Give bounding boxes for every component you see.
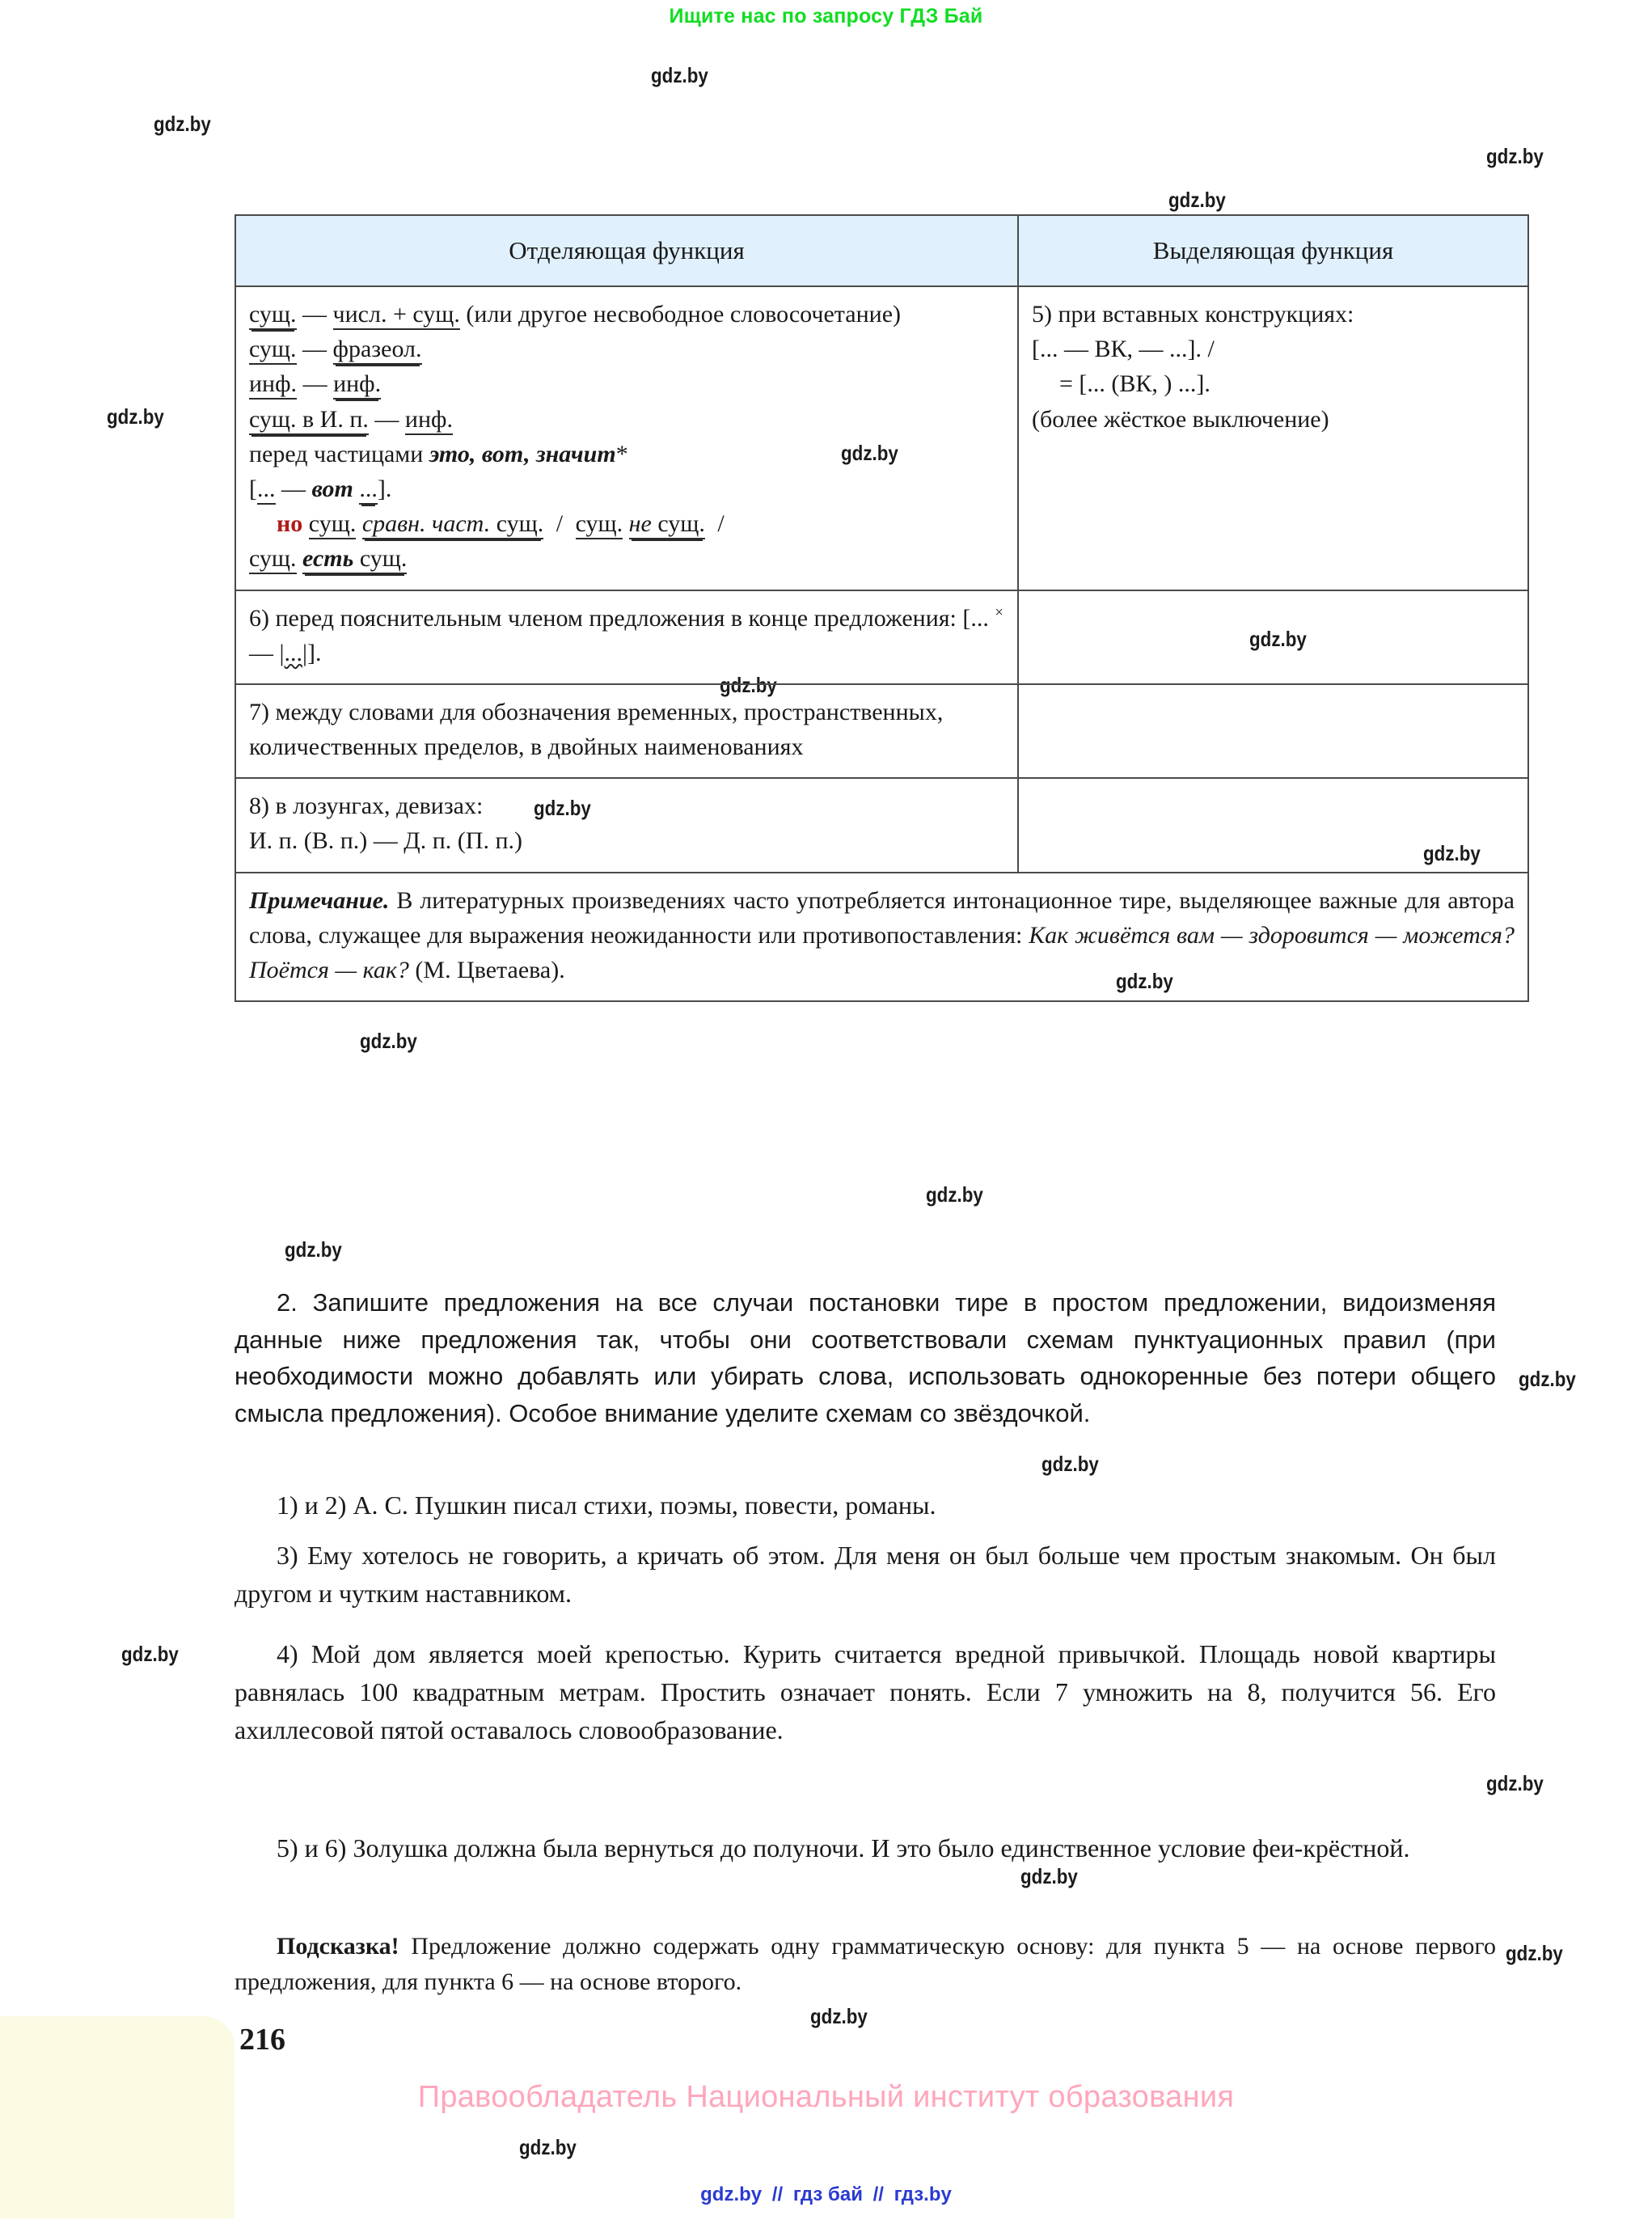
watermark: gdz.by [1423,841,1481,865]
watermark: gdz.by [1486,144,1544,168]
scheme-inf-inf: инф. — инф. [249,366,1004,401]
watermark: gdz.by [107,404,164,429]
column-header-separating: Отделяющая функция [235,215,1018,286]
table-row [235,590,1528,684]
exercise-hint [234,1929,1496,2000]
item-text: 5) и 6) Золушка должна была вернуться до полуночи. И это было единственное условие феи-крёстной. [277,1833,1410,1862]
rule-8-title: 8) в лозунгах, девизах: [249,793,484,820]
page-number: 216 [239,2023,285,2057]
scheme-exceptions: но сущ. сравн. част. сущ. / сущ. не сущ. / [249,506,1004,541]
watermark: gdz.by [926,1182,983,1207]
watermark: gdz.by [1020,1864,1078,1888]
footer-link-3[interactable]: гдз.by [894,2184,952,2205]
watermark: gdz.by [121,1642,179,1666]
rule-5-scheme-2: = [... (ВК, ) ...]. [1059,370,1210,398]
table-row [235,778,1528,872]
watermark: gdz.by [810,2004,868,2028]
exercise-item-3 [234,1537,1496,1613]
watermark: gdz.by [519,2135,577,2159]
note-quote: Как живётся вам — здоровится — можется? Поётся — как? [249,921,1515,983]
watermark: gdz.by [1168,188,1226,212]
hint-label: Подсказка! [277,1933,399,1960]
scheme-noun-num-noun: сущ. — числ. + сущ. (или другое несвободное словосочетание) [249,297,1004,332]
note-text: В литературных произведениях часто употребляется интонационное тире, выделяющее важные для автора слова, служащее для выражения неожиданности или противопоставления: [249,886,1515,949]
watermark: gdz.by [1249,627,1307,651]
footer-links [0,2184,1652,2206]
cell-rule-6-right-empty [1018,590,1528,684]
table-row [235,684,1528,778]
footer-separator-1: // [771,2184,784,2205]
table-note-row [235,873,1528,1002]
watermark: gdz.by [285,1237,342,1262]
watermark: gdz.by [154,112,211,136]
scheme-noun-est-noun: сущ. есть сущ. [249,541,1004,576]
watermark: gdz.by [1486,1771,1544,1795]
cell-note [235,873,1528,1002]
watermark: gdz.by [651,63,708,87]
watermark: gdz.by [1116,969,1173,993]
exercise-item-4 [234,1635,1496,1749]
watermark: gdz.by [1041,1452,1099,1476]
cell-rule-7: 7) между словами для обозначения временных, пространственных, количественных пределов, в двойных наименованиях [235,684,1018,778]
exercise-instruction-paragraph [234,1284,1496,1431]
scheme-particles: перед частицами это, вот, значит* [249,440,628,467]
watermark: gdz.by [841,441,898,465]
footer-separator-2: // [872,2184,884,2205]
watermark: gdz.by [1506,1941,1563,1965]
table-row [235,286,1528,590]
scheme-bracket-vot: [... — вот ...]. [249,471,1004,506]
cell-schemes-left [235,286,1018,590]
watermark: gdz.by [720,673,777,697]
watermark: gdz.by [534,796,591,820]
cell-rule-8 [235,778,1018,872]
promo-banner: Ищите нас по запросу ГДЗ Бай [669,5,983,27]
scheme-noun-nom-inf: сущ. в И. п. — инф. [249,402,1004,437]
watermark: gdz.by [360,1029,417,1053]
copyright-notice: Правообладатель Национальный институт образования [417,2080,1235,2114]
cell-rule-8-right-empty [1018,778,1528,872]
exercise-number: 2. [277,1288,298,1317]
cell-rule-6: 6) перед пояснительным членом предложения в конце предложения: [... × — |...|]. [235,590,1018,684]
rule-5-scheme-1: [... — ВК, — ...]. / [1032,336,1215,363]
cell-rule-7-right-empty [1018,684,1528,778]
tire-rules-table [234,214,1529,1002]
conjunction-no: но [277,510,303,538]
item-text: 3) Ему хотелось не говорить, а кричать об этом. Для меня он был больше чем простым знакомым. Он был другом и чутким наставником. [234,1541,1496,1609]
exercise-item-5-6 [234,1829,1496,1867]
item-text: 4) Мой дом является моей крепостью. Курить считается вредной привычкой. Площадь новой квартиры равнялась 100 квадратным метрам. Простить означает понять. Если 7 умножить на 8, получится 56. Его ахиллесовой пятой оставалось словообразование. [234,1639,1496,1745]
rule-8-scheme: И. п. (В. п.) — Д. п. (П. п.) [249,827,522,855]
table-header-row [235,215,1528,286]
footer-link-2[interactable]: гдз бай [792,2184,863,2205]
rule-5-title: 5) при вставных конструкциях: [1032,301,1354,328]
note-label: Примечание. [249,886,390,914]
column-header-highlighting: Выделяющая функция [1018,215,1528,286]
note-attribution: (М. Цветаева). [408,957,565,983]
scheme-noun-phraseol: сущ. — фразеол. [249,332,1004,366]
item-text: 1) и 2) А. С. Пушкин писал стихи, поэмы, повести, романы. [277,1490,936,1520]
hint-text: Предложение должно содержать одну грамматическую основу: для пункта 5 — на основе первого предложения, для пункта 6 — на основе второго. [234,1933,1496,1996]
rule-5-comment: (более жёсткое выключение) [1032,405,1329,433]
watermark: gdz.by [1519,1367,1576,1391]
exercise-instruction-text: Запишите предложения на все случаи постановки тире в простом предложении, видоизменяя данные ниже предложения так, чтобы они соответствовали схемам пунктуационных правил (при необходимости можно добавлять или убирать слова, использовать однокоренные без потери общего смысла предложения). Особое внимание уделите схемам со звёздочкой. [234,1288,1496,1427]
footer-link-1[interactable]: gdz.by [700,2184,763,2205]
exercise-item-1-2 [234,1486,1496,1524]
cell-rule-5 [1018,286,1528,590]
